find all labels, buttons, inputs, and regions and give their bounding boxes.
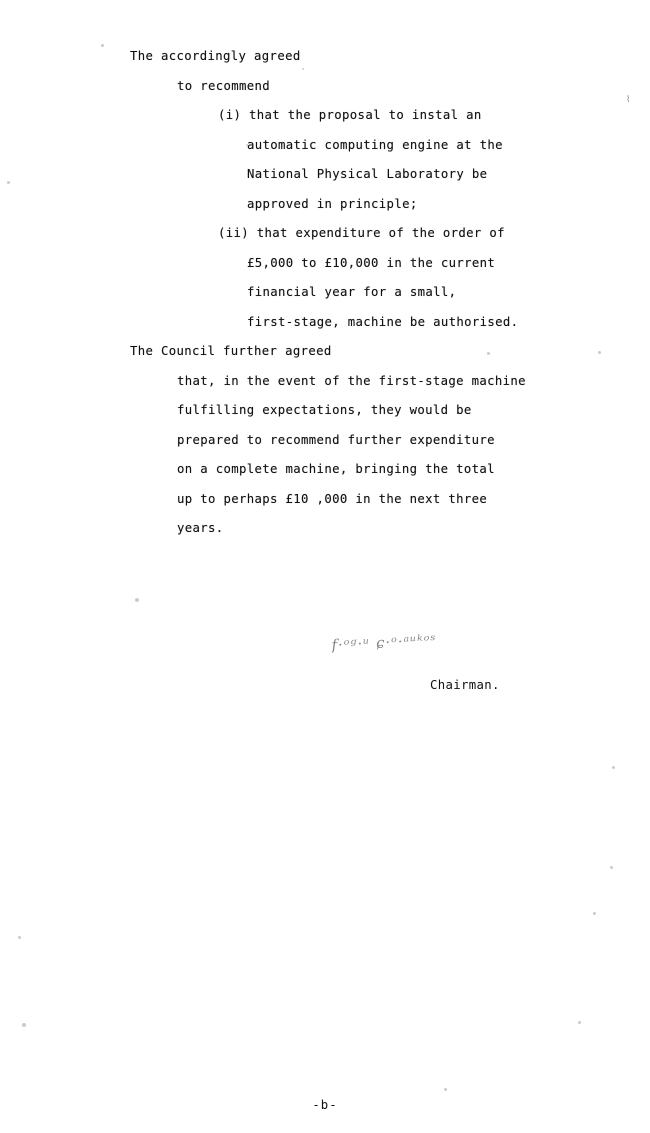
handwritten-signature: ƒ·ᵒᵍ·ᵘ ɕ·ᵒ·ᵃᵘᵏᵒˢ <box>330 630 438 655</box>
paragraph-line: years. <box>177 521 224 535</box>
paragraph-line: prepared to recommend further expenditure <box>177 432 495 447</box>
paragraph-line: financial year for a small, <box>247 285 457 299</box>
scan-speck <box>135 598 139 602</box>
scan-speck <box>593 912 596 915</box>
scan-speck <box>610 866 613 869</box>
paragraph-line: £5,000 to £10,000 in the current <box>247 255 496 270</box>
margin-pencil-mark: ⌇ <box>626 95 631 105</box>
paragraph-line: National Physical Laboratory be <box>247 167 488 181</box>
page-number: -b- <box>312 1098 338 1112</box>
list-item-ii: (ii) that expenditure of the order of <box>218 226 505 240</box>
document-text-body <box>0 42 650 544</box>
paragraph-line: up to perhaps £10 ,000 in the next three <box>177 491 488 506</box>
paragraph-line: The accordingly agreed <box>130 49 301 63</box>
scan-speck <box>22 1023 26 1027</box>
paragraph-line: first-stage, machine be authorised. <box>247 314 519 329</box>
paragraph-line: on a complete machine, bringing the total <box>177 462 495 476</box>
scan-speck <box>578 1021 581 1024</box>
paragraph-line: approved in principle; <box>247 196 418 211</box>
paragraph-line: The Council further agreed <box>130 344 332 358</box>
scan-speck <box>18 936 21 939</box>
scan-speck <box>444 1088 447 1091</box>
paragraph-line: that, in the event of the first-stage machine <box>177 373 526 388</box>
signature-caption: Chairman. <box>430 678 500 692</box>
scan-speck <box>612 766 615 769</box>
paragraph-line: automatic computing engine at the <box>247 137 503 152</box>
paragraph-line: fulfilling expectations, they would be <box>177 403 472 417</box>
list-item-i: (i) that the proposal to instal an <box>218 108 482 122</box>
paragraph-line: to recommend <box>177 78 271 93</box>
